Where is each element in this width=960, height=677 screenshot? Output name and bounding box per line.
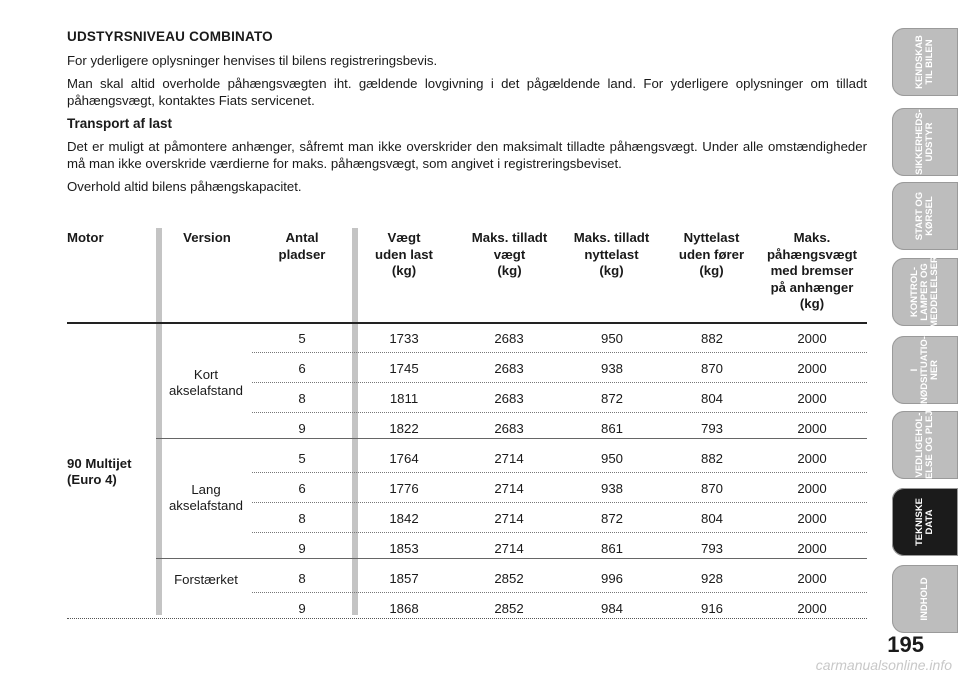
max-payload-cell: 996 [600, 571, 623, 586]
max-payload-cell: 872 [600, 391, 623, 406]
payload-no-driver-cell: 870 [700, 361, 723, 376]
row-divider [252, 382, 867, 383]
max-trailer-cell: 2000 [797, 481, 827, 496]
header-motor: Motor [67, 230, 104, 245]
max-trailer-cell: 2000 [797, 361, 827, 376]
payload-no-driver-cell: 793 [700, 421, 723, 436]
header-seats: Antal pladser [278, 230, 326, 262]
chapter-tab-label: SIKKERHEDS- UDSTYR [914, 109, 935, 175]
table-bottom-rule [67, 618, 867, 619]
header-version: Version [183, 230, 231, 245]
max-trailer-cell: 2000 [797, 571, 827, 586]
chapter-tab-label: KONTROL- LAMPER OG MEDDELELSER [909, 256, 940, 328]
max-payload-cell: 938 [600, 361, 623, 376]
header-max-trailer: Maks. påhængsvægt med bremser på anhænger (kg) [766, 230, 858, 311]
seats-cell: 6 [298, 361, 306, 376]
payload-no-driver-cell: 928 [700, 571, 723, 586]
max-trailer-cell: 2000 [797, 511, 827, 526]
row-divider [252, 352, 867, 353]
empty-weight-cell: 1811 [389, 391, 419, 406]
chapter-tab[interactable] [892, 488, 958, 556]
max-weight-cell: 2714 [494, 541, 524, 556]
max-weight-cell: 2852 [494, 571, 524, 586]
max-weight-cell: 2714 [494, 481, 524, 496]
paragraph-trailer-fitting: Det er muligt at påmontere anhænger, såfremt man ikke overskrider den maksimalt tilladte påhængsvægt. Under alle omstændigheder må man ikke overskride værdierne for maks. påhængsvægt, som angivet i registreringsbeviset. [67, 139, 867, 171]
max-payload-cell: 950 [600, 451, 623, 466]
empty-weight-cell: 1776 [389, 481, 419, 496]
section-heading: UDSTYRSNIVEAU COMBINATO [67, 29, 273, 44]
chapter-tab[interactable] [892, 182, 958, 250]
payload-no-driver-cell: 882 [700, 451, 723, 466]
max-payload-cell: 984 [600, 601, 623, 616]
column-divider [156, 228, 162, 615]
page-number: 195 [887, 632, 924, 657]
seats-cell: 9 [298, 421, 306, 436]
chapter-tab[interactable] [892, 336, 958, 404]
header-rule [67, 322, 867, 324]
seats-cell: 8 [298, 571, 306, 586]
seats-cell: 8 [298, 511, 306, 526]
group-divider [156, 558, 867, 559]
empty-weight-cell: 1857 [389, 571, 419, 586]
max-weight-cell: 2683 [494, 361, 524, 376]
seats-cell: 5 [298, 331, 306, 346]
chapter-tab[interactable] [892, 28, 958, 96]
watermark: carmanualsonline.info [815, 657, 952, 673]
max-payload-cell: 872 [600, 511, 623, 526]
max-weight-cell: 2683 [494, 421, 524, 436]
seats-cell: 9 [298, 601, 306, 616]
max-trailer-cell: 2000 [797, 541, 827, 556]
motor-label: 90 Multijet (Euro 4) [67, 456, 132, 487]
chapter-tab-label: VEDLIGEHOL- DELSE OG PLEJE [914, 404, 935, 486]
header-max-weight: Maks. tilladt vægt (kg) [471, 230, 548, 278]
header-payload-no-driver: Nyttelast uden fører (kg) [678, 230, 745, 278]
version-label-short: Kort akselafstand [168, 367, 244, 398]
empty-weight-cell: 1853 [389, 541, 419, 556]
max-trailer-cell: 2000 [797, 451, 827, 466]
version-label-reinforced: Forstærket [174, 572, 238, 587]
chapter-tab[interactable] [892, 565, 958, 633]
chapter-tab[interactable] [892, 258, 958, 326]
max-payload-cell: 861 [600, 541, 623, 556]
weights-table [67, 228, 867, 623]
chapter-tab-label: INDHOLD [919, 577, 930, 621]
chapter-tab-label: KENDSKAB TIL BILEN [914, 35, 935, 89]
payload-no-driver-cell: 793 [700, 541, 723, 556]
max-weight-cell: 2683 [494, 331, 524, 346]
empty-weight-cell: 1822 [389, 421, 419, 436]
chapter-tab[interactable] [892, 404, 958, 486]
row-divider [252, 412, 867, 413]
row-divider [252, 592, 867, 593]
row-divider [252, 502, 867, 503]
max-trailer-cell: 2000 [797, 601, 827, 616]
max-trailer-cell: 2000 [797, 421, 827, 436]
empty-weight-cell: 1868 [389, 601, 419, 616]
header-empty-weight: Vægt uden last (kg) [375, 230, 433, 278]
seats-cell: 6 [298, 481, 306, 496]
max-trailer-cell: 2000 [797, 331, 827, 346]
max-weight-cell: 2714 [494, 511, 524, 526]
seats-cell: 8 [298, 391, 306, 406]
payload-no-driver-cell: 916 [700, 601, 723, 616]
payload-no-driver-cell: 870 [700, 481, 723, 496]
row-divider [252, 532, 867, 533]
paragraph-trailer-law: Man skal altid overholde påhængsvægten iht. gældende lovgivning i det pågældende land. For yderligere oplysninger om tilladt påhængsvægt, kontaktes Fiats servicenet. [67, 76, 867, 108]
empty-weight-cell: 1764 [389, 451, 419, 466]
body-text [67, 28, 867, 201]
payload-no-driver-cell: 882 [700, 331, 723, 346]
chapter-tab-label: START OG KØRSEL [914, 191, 935, 241]
paragraph-registration: For yderligere oplysninger henvises til bilens registreringsbevis. [67, 53, 438, 68]
empty-weight-cell: 1842 [389, 511, 419, 526]
version-label-long: Lang akselafstand [168, 482, 244, 513]
max-payload-cell: 861 [600, 421, 623, 436]
header-max-payload: Maks. tilladt nyttelast (kg) [573, 230, 650, 278]
max-weight-cell: 2683 [494, 391, 524, 406]
max-payload-cell: 938 [600, 481, 623, 496]
payload-no-driver-cell: 804 [700, 391, 723, 406]
paragraph-capacity-note: Overhold altid bilens påhængskapacitet. [67, 179, 302, 194]
empty-weight-cell: 1745 [389, 361, 419, 376]
column-divider [352, 228, 358, 615]
seats-cell: 9 [298, 541, 306, 556]
group-divider [156, 438, 867, 439]
max-weight-cell: 2714 [494, 451, 524, 466]
subheading-load-transport: Transport af last [67, 116, 173, 131]
max-payload-cell: 950 [600, 331, 623, 346]
max-trailer-cell: 2000 [797, 391, 827, 406]
max-weight-cell: 2852 [494, 601, 524, 616]
chapter-tab-label: TEKNISKE DATA [914, 497, 935, 547]
chapter-tab[interactable] [892, 108, 958, 176]
chapter-tab-label: I NØDSITUATIO- NER [909, 336, 940, 404]
empty-weight-cell: 1733 [389, 331, 419, 346]
row-divider [252, 472, 867, 473]
payload-no-driver-cell: 804 [700, 511, 723, 526]
seats-cell: 5 [298, 451, 306, 466]
